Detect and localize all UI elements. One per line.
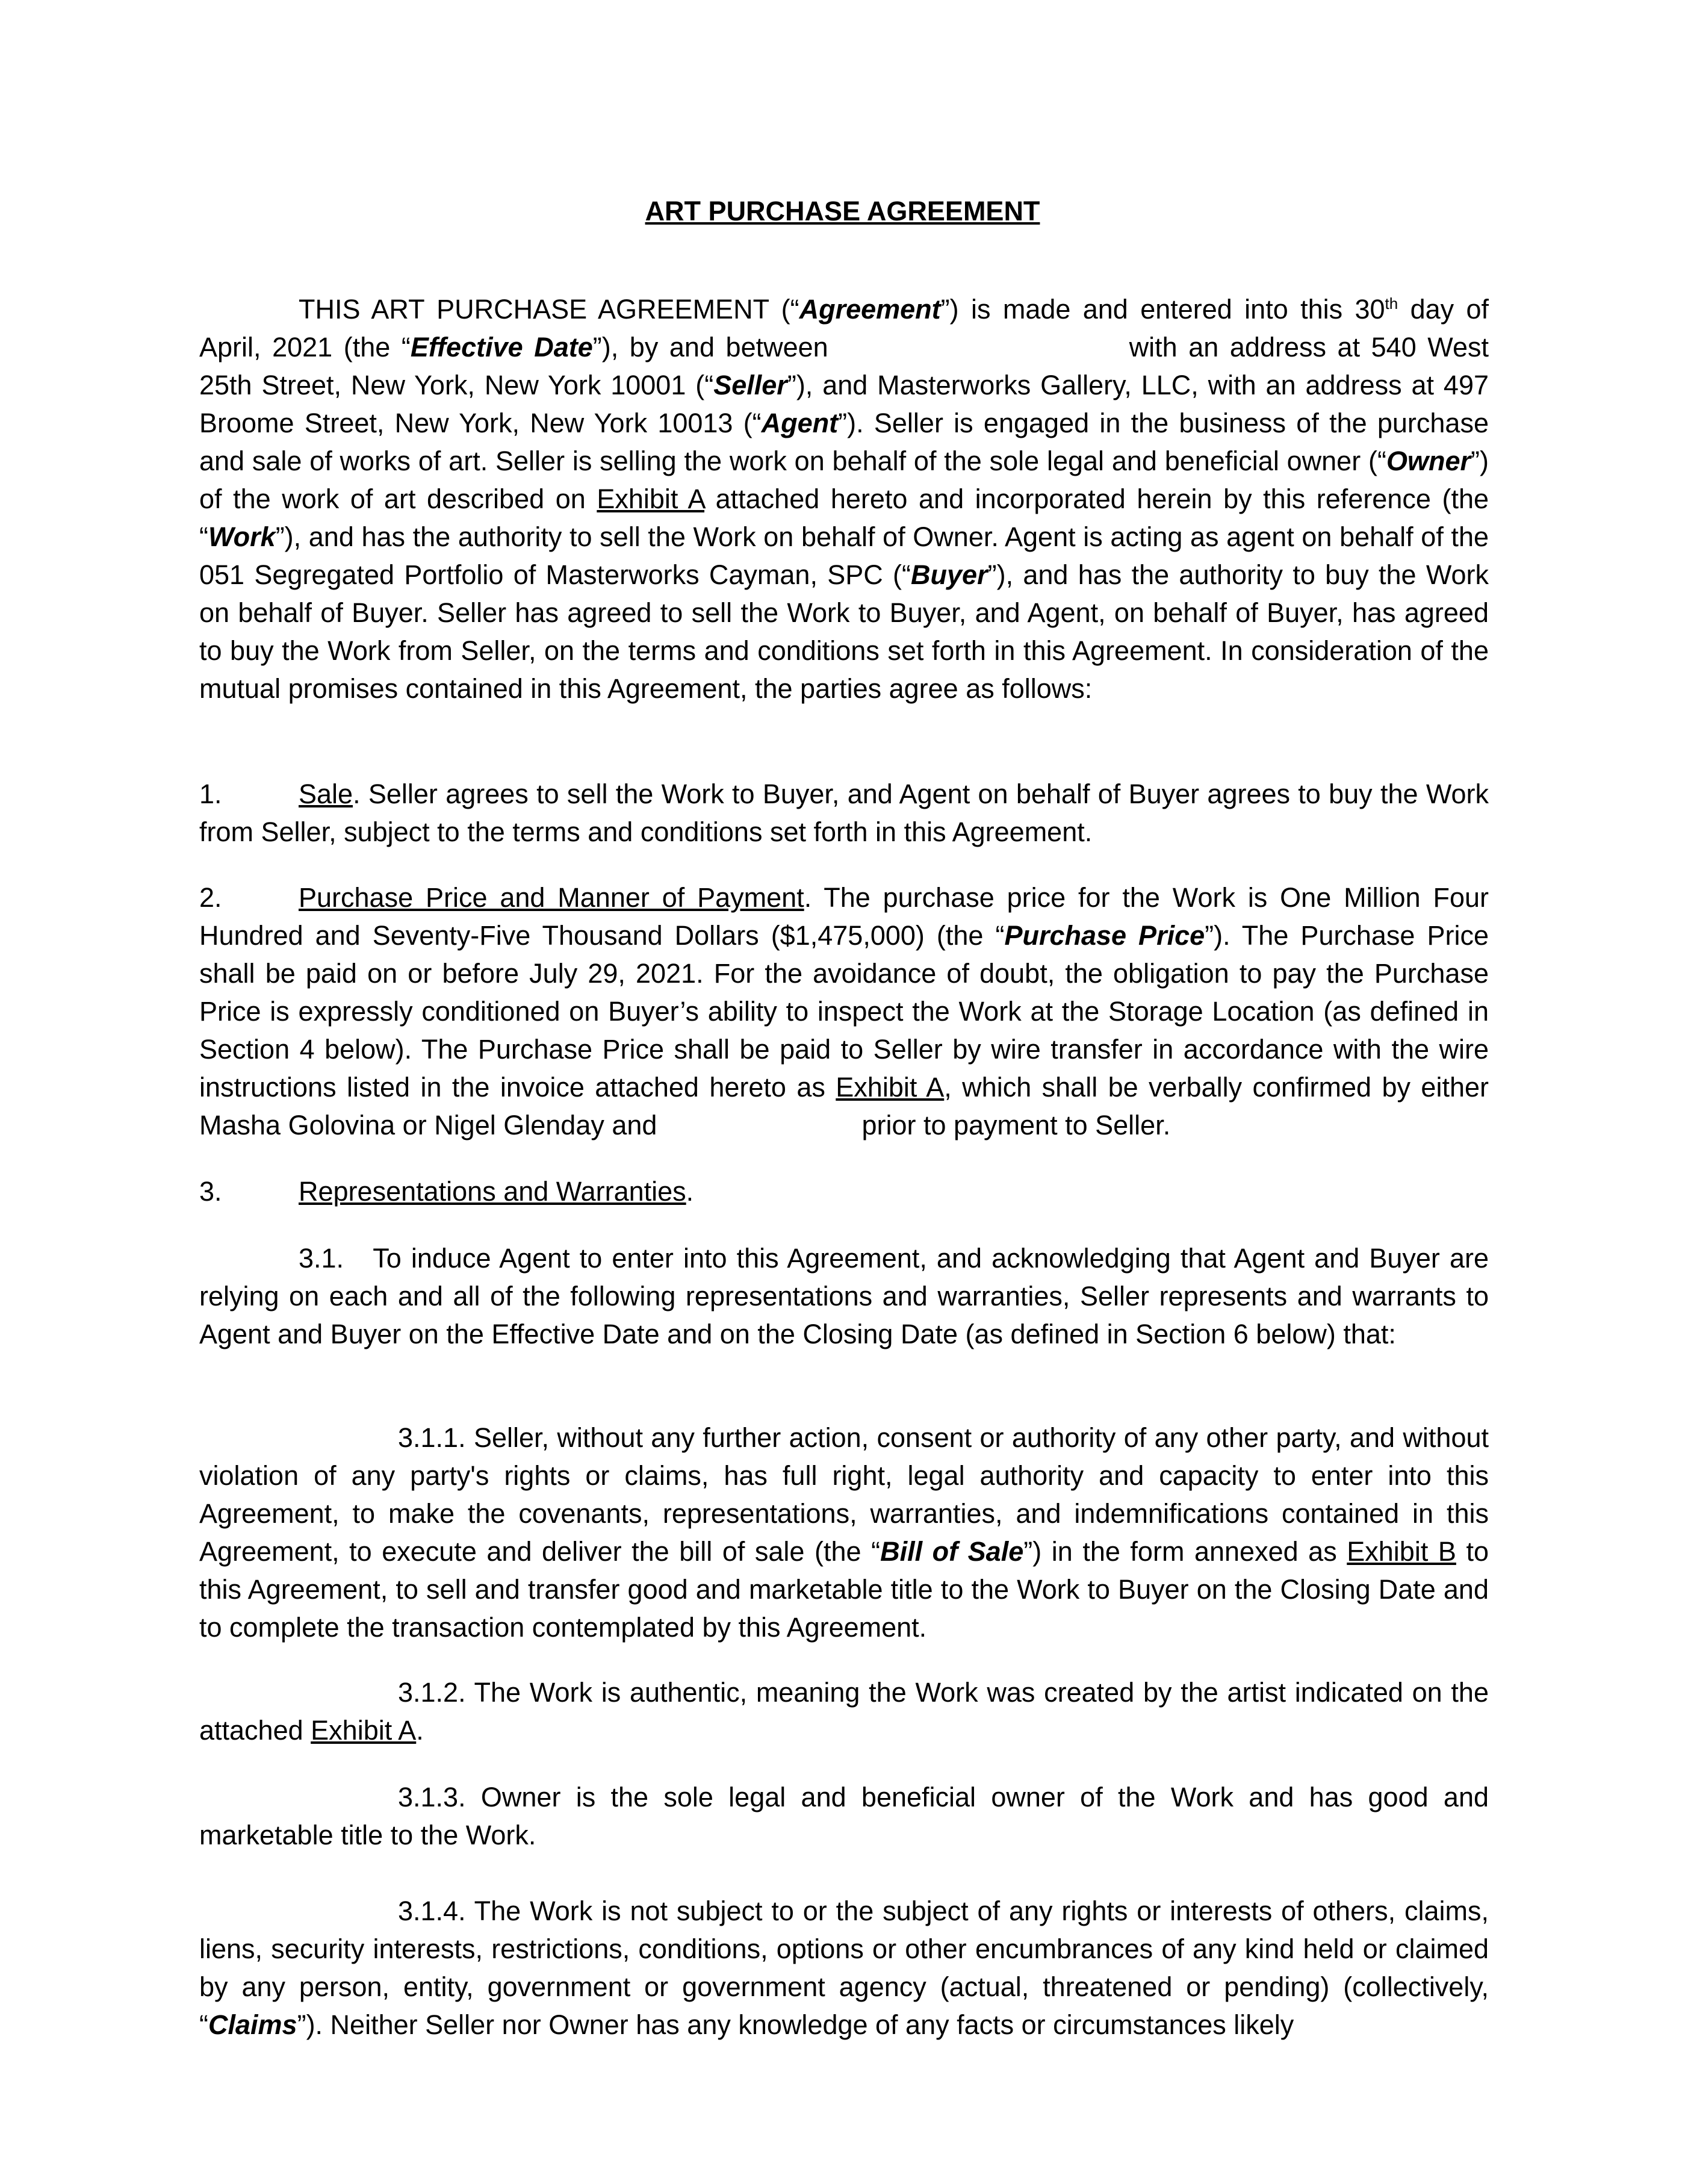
text-run: . <box>416 1715 424 1746</box>
text-run: The Work is authentic, meaning the Work was created by the artist indicated on the attached <box>199 1677 1489 1746</box>
text-run: ”) of the work of art described on <box>199 446 1489 514</box>
text-run: ”), and has the authority to sell the Work on behalf of Owner. Agent is acting as agent on behalf of the 051 Segregated Portfolio of Masterworks Cayman, SPC (“ <box>199 521 1489 590</box>
section-number: 3. <box>199 1176 222 1207</box>
section-1-sale <box>199 775 1489 851</box>
text-run: ”) in the form annexed as <box>1023 1536 1347 1567</box>
text-run: ”). The Purchase Price shall be paid on or before July 29, 2021. For the avoidance of doubt, the obligation to pay the Purchase Price is expressly conditioned on Buyer’s ability to inspect the Work at the Storage Location (as defined in Section 4 below). The Purchase Price shall be paid to Seller by wire transfer in accordance with the wire instructions listed in the invoice attached hereto as <box>199 920 1489 1103</box>
text-run: Owner <box>1386 446 1471 476</box>
section-number: 1. <box>199 779 222 809</box>
section-3-1-1 <box>199 1419 1489 1646</box>
text-run: Representations and Warranties <box>299 1176 686 1207</box>
section-number: 2. <box>199 882 222 913</box>
text-run: ”). Neither Seller nor Owner has any knowledge of any facts or circumstances likely <box>297 2009 1294 2040</box>
text-run: Seller <box>713 370 787 400</box>
text-run: . <box>686 1176 694 1207</box>
text-run: Buyer <box>911 559 988 590</box>
text-run: Work <box>208 521 276 552</box>
intro-paragraph <box>199 290 1489 708</box>
text-run: ”). Seller is engaged in the business of the purchase and sale of works of art. Seller is selling the work on behalf of the sole legal and beneficial owner (“ <box>199 408 1489 476</box>
text-run: Bill of Sale <box>880 1536 1024 1567</box>
text-run: ”), by and between <box>592 332 828 362</box>
text-run: Claims <box>208 2009 297 2040</box>
text-run: The Work is not subject to or the subject of any rights or interests of others, claims, liens, security interests, restrictions, conditions, options or other encumbrances of any kind held or claimed by any person, entity, government or government agency (actual, threatened or pending) (collectively, “ <box>199 1896 1489 2040</box>
text-run: Seller, without any further action, consent or authority of any other party, and without violation of any party's rights or claims, has full right, legal authority and capacity to enter into this Agreement, to make the covenants, representations, warranties, and indemnifications contained in this Agreement, to execute and deliver the bill of sale (the “ <box>199 1422 1489 1567</box>
exhibit-reference: Exhibit B <box>1347 1536 1456 1567</box>
section-3-1 <box>199 1239 1489 1353</box>
text-run: Owner is the sole legal and beneficial owner of the Work and has good and marketable title to the Work. <box>199 1782 1489 1850</box>
text-run: attached hereto and incorporated herein by this reference (the “ <box>199 484 1489 552</box>
section-number: 3.1.4. <box>398 1896 466 1926</box>
text-run: prior to payment to Seller. <box>861 1110 1171 1140</box>
text-run: th <box>1385 294 1398 313</box>
text-run: ”), and Masterworks Gallery, LLC, with an address at 497 Broome Street, New York, New York 10013 (“ <box>199 370 1489 438</box>
text-run: ”), and has the authority to buy the Work on behalf of Buyer. Seller has agreed to sell the Work to Buyer, and Agent, on behalf of Buyer, has agreed to buy the Work from Seller, on the terms and conditions set forth in this Agreement. In consideration of the mutual promises contained in this Agreement, the parties agree as follows: <box>199 559 1489 704</box>
section-3-1-4 <box>199 1892 1489 2044</box>
text-run: . Seller agrees to sell the Work to Buyer, and Agent on behalf of Buyer agrees to buy the Work from Seller, subject to the terms and conditions set forth in this Agreement. <box>199 779 1489 847</box>
text-run: Purchase Price <box>1004 920 1205 951</box>
text-run: , which shall be verbally confirmed by either Masha Golovina or Nigel Glenday and <box>199 1072 1489 1140</box>
section-3-1-3 <box>199 1778 1489 1854</box>
section-2-purchase-price <box>199 879 1489 1144</box>
exhibit-reference: Exhibit A <box>836 1072 945 1103</box>
section-number: 3.1. <box>299 1243 344 1274</box>
text-run: with an address at 540 West 25th Street, New York, New York 10001 (“ <box>199 332 1489 400</box>
section-number: 3.1.3. <box>398 1782 466 1812</box>
text-run: Effective Date <box>410 332 593 362</box>
text-run: ”) is made and entered into this 30 <box>940 294 1385 325</box>
exhibit-reference: Exhibit A <box>311 1715 417 1746</box>
exhibit-reference: Exhibit A <box>597 484 705 514</box>
text-run: Sale <box>299 779 353 809</box>
section-3-heading <box>199 1172 1489 1210</box>
section-number: 3.1.2. <box>398 1677 466 1708</box>
text-run: to this Agreement, to sell and transfer good and marketable title to the Work to Buyer on the Closing Date and to complete the transaction contemplated by this Agreement. <box>199 1536 1489 1643</box>
document-title: ART PURCHASE AGREEMENT <box>645 196 1040 226</box>
text-run: day of April, 2021 (the “ <box>199 294 1489 362</box>
text-run: Agreement <box>799 294 941 325</box>
text-run: Purchase Price and Manner of Payment <box>299 882 804 913</box>
text-run: Agent <box>761 408 839 438</box>
text-run: To induce Agent to enter into this Agreement, and acknowledging that Agent and Buyer are relying on each and all of the following representations and warranties, Seller represents and warrants to Agent and Buyer on the Effective Date and on the Closing Date (as defined in Section 6 below) that: <box>199 1243 1489 1349</box>
text-run: . The purchase price for the Work is One Million Four Hundred and Seventy-Five Thousand Dollars ($1,475,000) (the “ <box>199 882 1489 951</box>
text-run: THIS ART PURCHASE AGREEMENT (“ <box>299 294 799 325</box>
section-number: 3.1.1. <box>398 1422 466 1453</box>
section-3-1-2 <box>199 1673 1489 1749</box>
